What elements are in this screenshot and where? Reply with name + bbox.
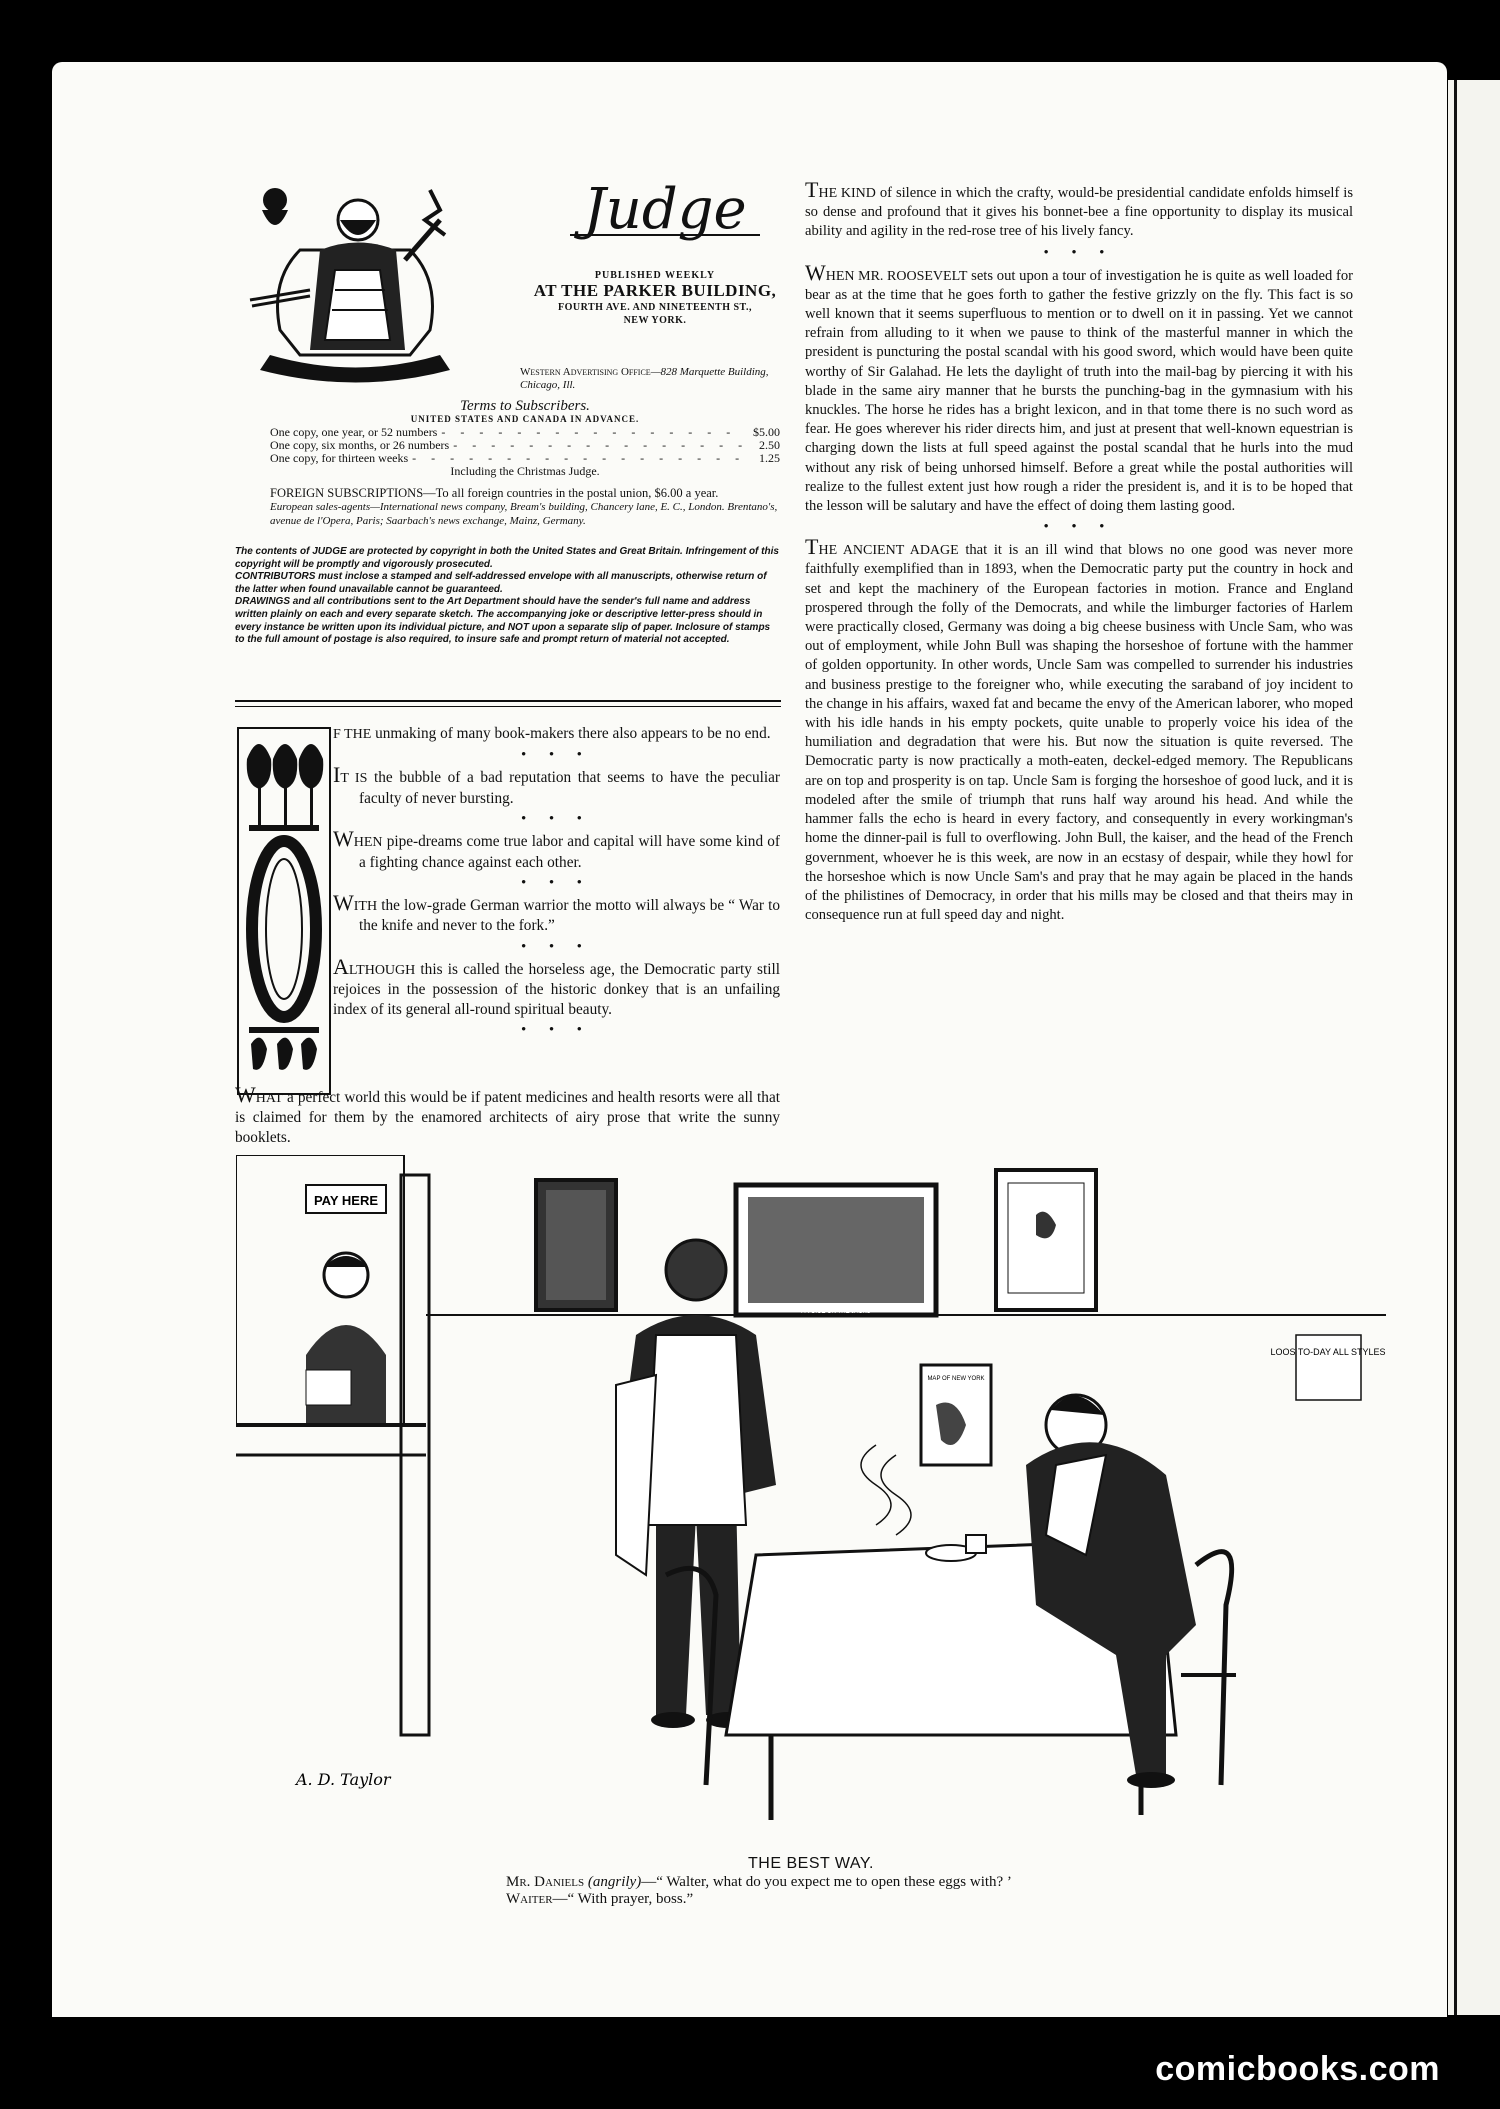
painting-label: A VOICE ON THE JACKS <box>801 1309 871 1315</box>
drop-cap: I <box>333 762 341 788</box>
western-office-text: —828 Marquette Building, Chicago, Ill. <box>520 366 769 391</box>
terms-row-label: One copy, one year, or 52 numbers <box>270 425 438 439</box>
paragraph-lead: HEN MR. ROOSEVELT <box>825 268 968 284</box>
publisher-block <box>515 270 795 327</box>
subscription-terms <box>270 400 780 478</box>
paragraph-lead: F THE <box>333 727 372 742</box>
drop-cap: A <box>333 953 349 979</box>
paragraph-text: that it is an ill wind that blows no one good was never more faithfully exemplified than in 1893, when the Democratic party put the country in hock and set and kept the machinery of the European factories in motion. France and England prospered through the folly of the Democrats, and while the limburger factories of Harlem were practically closed, Germany was doing a big cheese business with Uncle Sam, who was out of employment, while John Bull was shaping the horseshoe of fortune with the hammer of golden opportunity. In other words, Uncle Sam was compelled to surrender his industries and business prestige to the foreigner who, while executing the saraband of joy incident to the change in his affairs, waxed fat and became the envy of the American laborer, who moped with his idle hands in his empty pockets, quite unable to properly voice his idea of the humiliation and degradation that were his. But now the situation is quite reversed. The Democratic party is now practically a moth-eaten, deckel-edged memory. The Republicans are on top and prosperity is on tap. Uncle Sam is forging the horseshoe of good luck, and it is modeled after the smile of triumph that runs half way around his head. And while the hammer falls the echo is heard in every factory, and consequently in every workingman's home the dinner-pail is full to overflowing. John Bull, the kaiser, and the head of the French government, whoever he is this week, are now in an ecstasy of despair, while they howl for the horseshoe which is now Uncle Sam's and pray that he may again be placed in the hands of the philistines of Democracy, in order that his mills may be closed and that theirs may in consequence run at full speed day and night. <box>805 542 1353 924</box>
paragraph <box>333 953 780 1019</box>
paragraph <box>805 534 1353 925</box>
separator-dots: • • • <box>521 937 592 953</box>
separator-dots: • • • <box>521 746 592 762</box>
judge-masthead-illustration <box>240 180 472 390</box>
drop-cap: T <box>805 534 819 560</box>
paragraph-text: the bubble of a bad reputation that seems to have the peculiar faculty of never bursting. <box>359 769 781 807</box>
european-agents: European sales-agents—International news company, Bream's building, Chancery lane, E. C., London. Brentano's, avenue de l'Opera, Paris; Saarbach's news exchange, Mainz, Germany. <box>270 501 778 527</box>
paragraph-lead: HE KIND <box>818 186 876 201</box>
notice-copyright: The contents of JUDGE are protected by copyright in both the United States and Great Britain. Infringement of this copyright will be promptly and vigorously prosecuted. <box>235 546 779 570</box>
speaker-waiter: Waiter <box>506 1891 553 1907</box>
section-rule <box>235 706 781 707</box>
notice-contributors: CONTRIBUTORS must inclose a stamped and self-addressed envelope with all manuscripts, otherwise return of the latter when found unavailable cannot be guaranteed. <box>235 571 767 595</box>
foreign-subscriptions <box>270 486 780 528</box>
dialogue-daniels: —“ Walter, what do you expect me to open these eggs with? ’ <box>641 1874 1012 1890</box>
separator-dots: • • • <box>1043 243 1115 259</box>
drop-cap: W <box>333 890 354 916</box>
drop-cap: W <box>333 826 354 852</box>
ornamental-initial-panel <box>237 727 331 1095</box>
terms-row-amount: $5.00 <box>753 425 780 439</box>
right-column <box>805 177 1354 925</box>
western-office <box>520 366 788 392</box>
caption-title: THE BEST WAY. <box>748 1855 874 1872</box>
masthead-title: Judge <box>560 180 770 236</box>
site-watermark: comicbooks.com <box>1155 2050 1440 2088</box>
publisher-address-2: NEW YORK. <box>623 315 687 326</box>
notice-drawings: DRAWINGS and all contributions sent to the Art Department should have the sender's full name and address written plainly on each and every separate sketch. The accompanying joke or descriptive letter-press should in every instance be written upon its individual picture, and NOT upon a separate slip of paper. Inclosure of stamps to the full amount of postage is also required, to insure safe and prompt return of material not accepted. <box>235 596 771 646</box>
artist-signature: A. D. Taylor <box>296 1770 391 1789</box>
terms-row: One copy, one year, or 52 numbers - - - - - - - - - - - - - - - - $5.00 <box>270 425 780 439</box>
copyright-notices <box>235 546 781 647</box>
paragraph-text: the low-grade German warrior the motto will always be “ War to the knife and never to the fork.” <box>359 897 780 935</box>
left-column-top <box>333 724 780 1040</box>
paragraph <box>333 762 781 808</box>
paragraph-text: unmaking of many book-makers there also appears to be no end. <box>371 725 771 742</box>
terms-subheading: UNITED STATES AND CANADA IN ADVANCE. <box>410 414 640 424</box>
facing-page-edge <box>1448 80 1500 2015</box>
christmas-note: Including the Christmas Judge. <box>450 464 600 478</box>
terms-row-label: One copy, for thirteen weeks <box>270 451 409 465</box>
paragraph-lead: T IS <box>340 771 368 787</box>
caption-line-1 <box>236 1874 1386 1891</box>
terms-row: One copy, six months, or 26 numbers - - - - - - - - - - - - - - - - 2.50 <box>270 438 780 452</box>
wall-sign: LOOS TO-DAY ALL STYLES <box>1270 1347 1386 1357</box>
separator-dots: • • • <box>521 1021 592 1037</box>
terms-row: One copy, for thirteen weeks - - - - - - - - - - - - - - - - - - 1.25 <box>270 451 780 465</box>
paragraph <box>333 724 780 744</box>
publisher-building: AT THE PARKER BUILDING, <box>533 281 777 300</box>
paragraph-lead: LTHOUGH <box>348 962 416 978</box>
terms-row-label: One copy, six months, or 26 numbers <box>270 438 450 452</box>
section-rule <box>235 700 781 702</box>
paragraph-lead: HAT <box>255 1091 283 1106</box>
paragraph <box>333 826 780 872</box>
publisher-address-1: FOURTH AVE. AND NINETEENTH ST., <box>558 302 752 313</box>
dialogue-waiter: —“ With prayer, boss.” <box>552 1891 694 1907</box>
terms-row-amount: 1.25 <box>759 451 780 465</box>
caption-line-2 <box>236 1891 1386 1908</box>
drop-cap: T <box>805 177 819 202</box>
separator-dots: • • • <box>1043 518 1115 534</box>
paragraph-text: sets out upon a tour of investigation he is quite as well loaded for bear as at the time that he goes forth to gather the festive grizzly on the fly. This fact is so well known that it seems superfluous to mention or to dwell on it in passing. Yet we cannot refrain from alluding to it when we pause to think of the masterful manner in which the president is puncturing the postal scandal with his good sword, which would have been quite worthy of Sir Galahad. He lets the daylight of truth into the mail-bag by piercing it with his blade in the same airy manner that he bursts the punching-bag in the gymnasium with his knuckles. The horse he rides has a bright lexicon, and in that tome there is no such word as fear. He goes wherever his rider directs him, and just at present that well-known equestrian is charging down the lists at full speed against the postal scandal that he hurls into the mud without any risk of being unhorsed himself. Before a great while the postal authorities will realize to the fullest extent just how rough a rider the president is, and it is to be hoped that the lesson will be salutary and have the effect of doing them lasting good. <box>805 267 1353 515</box>
foreign-subscriptions-text: FOREIGN SUBSCRIPTIONS—To all foreign countries in the postal union, $6.00 a year. <box>270 486 719 500</box>
paragraph-text: this is called the horseless age, the Democratic party still rejoices in the possession of the historic donkey that is an unfailing index of its general all-round spiritual beauty. <box>333 960 780 1018</box>
paragraph <box>333 890 780 936</box>
speaker-manner: (angrily) <box>587 1874 642 1890</box>
menu-card: MAP OF NEW YORK <box>927 1376 985 1382</box>
paragraph <box>235 1082 780 1147</box>
paragraph-text: pipe-dreams come true labor and capital will have some kind of a fighting chance against each other. <box>359 833 780 871</box>
paragraph-lead: HE ANCIENT ADAGE <box>818 543 959 559</box>
speaker-daniels: Mr. Daniels <box>506 1874 585 1890</box>
terms-heading: Terms to Subscribers. <box>460 398 590 414</box>
drop-cap: W <box>805 259 826 285</box>
terms-row-amount: 2.50 <box>759 438 780 452</box>
cartoon-caption <box>236 1855 1386 1908</box>
published-weekly: PUBLISHED WEEKLY <box>594 270 716 281</box>
separator-dots: • • • <box>521 874 592 890</box>
drop-cap: W <box>235 1082 256 1107</box>
paragraph-lead: HEN <box>353 835 383 851</box>
left-column-bottom <box>235 1082 780 1147</box>
western-office-label: Western Advertising Office <box>520 366 651 378</box>
paragraph <box>805 259 1353 517</box>
restaurant-cartoon <box>236 1155 1386 1835</box>
paragraph-text: a perfect world this would be if patent medicines and health resorts were all that is claimed for them by the enamored architects of airy prose that write the sunny booklets. <box>235 1089 780 1146</box>
paragraph-text: of silence in which the crafty, would-be presidential candidate enfolds himself is so dense and profound that it gives his bonnet-bee a fine opportunity to display its musical ability and agility in the red-rose tree of his lively fancy. <box>805 185 1354 240</box>
pay-here-sign: PAY HERE <box>313 1193 379 1208</box>
paragraph <box>805 177 1354 242</box>
paragraph-lead: ITH <box>353 899 378 915</box>
separator-dots: • • • <box>521 810 592 826</box>
